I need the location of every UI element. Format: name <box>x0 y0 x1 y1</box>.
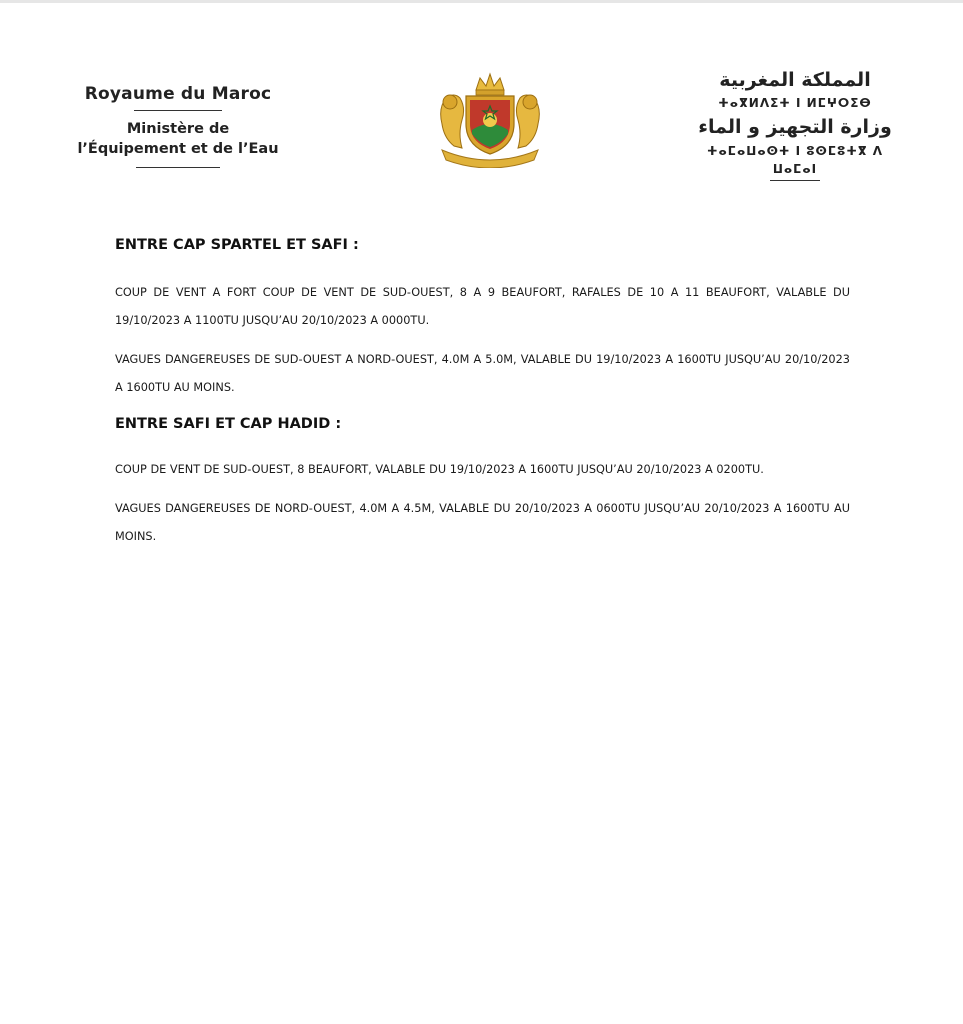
section-title-safi-hadid: ENTRE SAFI ET CAP HADID : <box>115 416 342 432</box>
ministry-name-line1: Ministère de <box>126 121 230 137</box>
arabic-ministry-name: وزارة التجهيز و الماء <box>698 116 892 138</box>
coat-of-arms-icon <box>432 68 548 168</box>
header-right-divider <box>770 180 820 181</box>
header-left-divider-bottom <box>136 167 220 168</box>
page-top-edge <box>0 0 963 3</box>
wave-warning-spartel-safi: VAGUES DANGEREUSES DE SUD-OUEST A NORD-OUEST, 4.0M A 5.0M, VALABLE DU 19/10/2023 A 1600TU JUSQU’AU 20/10/2023 A 1600TU AU MOINS. <box>115 353 850 394</box>
ministry-name-line2: l’Équipement et de l’Eau <box>77 141 279 157</box>
header-right-block <box>690 66 900 181</box>
tifinagh-kingdom-name: ⵜⴰⴳⵍⴷⵉⵜ ⵏ ⵍⵎⵖⵔⵉⴱ <box>718 96 872 110</box>
header-left-block <box>60 84 296 168</box>
header-left-divider <box>134 110 222 111</box>
bulletin-body <box>115 237 850 562</box>
kingdom-name: Royaume du Maroc <box>84 84 272 104</box>
wind-warning-safi-hadid: COUP DE VENT DE SUD-OUEST, 8 BEAUFORT, VALABLE DU 19/10/2023 A 1600TU JUSQU’AU 20/10/2023 A 0200TU. <box>115 463 764 476</box>
wind-warning-spartel-safi: COUP DE VENT A FORT COUP DE VENT DE SUD-OUEST, 8 A 9 BEAUFORT, RAFALES DE 10 A 11 BEAUFORT, VALABLE DU 19/10/2023 A 1100TU JUSQU’AU 20/10/2023 A 0000TU. <box>115 286 850 327</box>
wave-warning-safi-hadid: VAGUES DANGEREUSES DE NORD-OUEST, 4.0M A 4.5M, VALABLE DU 20/10/2023 A 0600TU JUSQU’AU 20/10/2023 A 1600TU AU MOINS. <box>115 502 850 543</box>
section-title-spartel-safi: ENTRE CAP SPARTEL ET SAFI : <box>115 237 359 253</box>
tifinagh-ministry-name: ⵜⴰⵎⴰⵡⴰⵙⵜ ⵏ ⵓⵙⵎⵓⵜⴳ ⴷ ⵡⴰⵎⴰⵏ <box>706 144 884 176</box>
arabic-kingdom-name: المملكة المغربية <box>719 69 871 91</box>
